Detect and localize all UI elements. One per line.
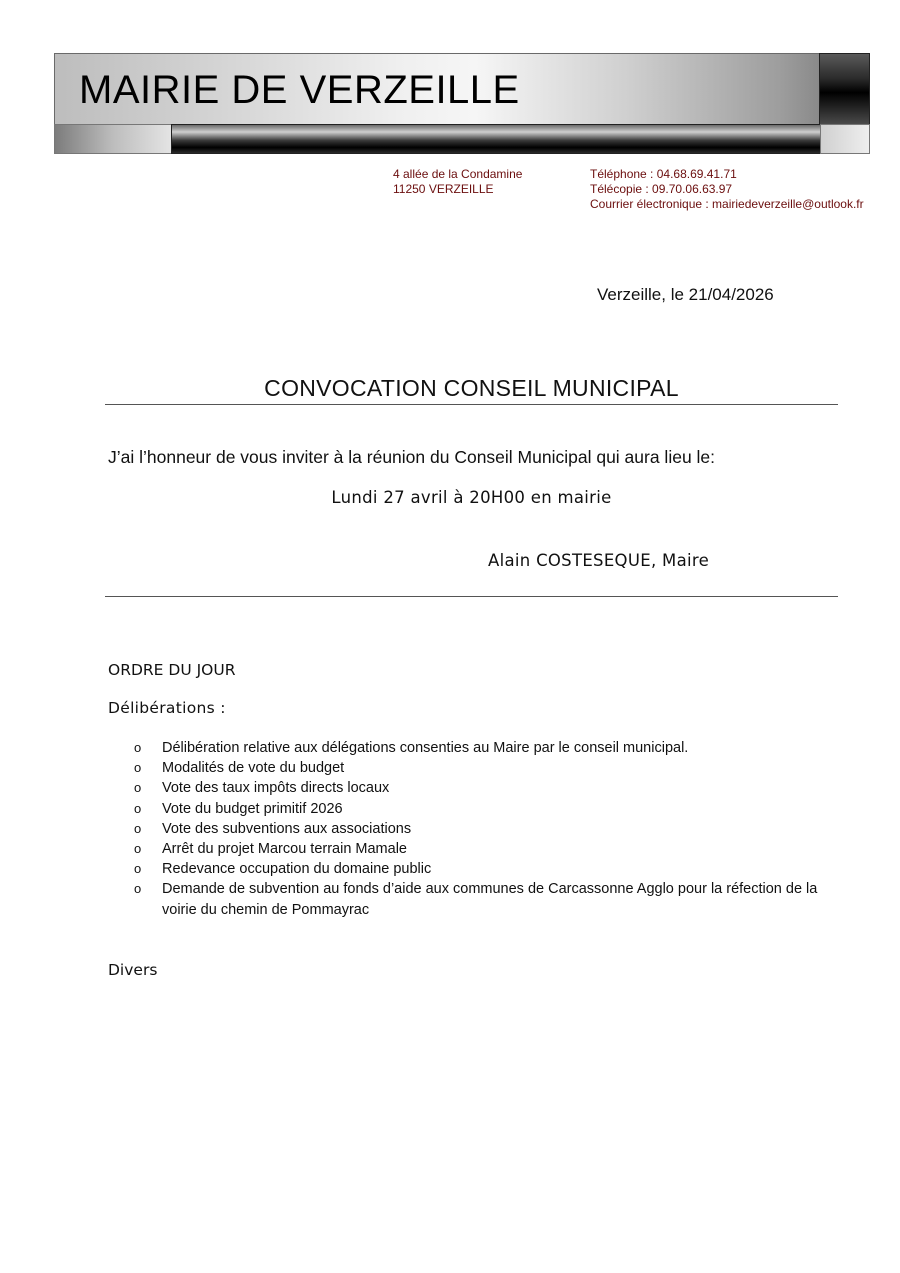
- bullet-icon: o: [134, 780, 142, 796]
- bullet-icon: o: [134, 820, 142, 836]
- agenda-item-text: Vote du budget primitif 2026: [162, 800, 343, 817]
- document-title: CONVOCATION CONSEIL MUNICIPAL: [264, 375, 679, 401]
- signature: Alain COSTESEQUE, Maire: [488, 551, 710, 570]
- agenda-list: [132, 738, 844, 920]
- banner-black-bar: [171, 124, 821, 154]
- meeting-datetime: Lundi 27 avril à 20H00 en mairie: [331, 488, 612, 507]
- bullet-icon: o: [134, 881, 142, 897]
- agenda-item-text: Arrêt du projet Marcou terrain Mamale: [162, 841, 407, 858]
- signature-divider: [105, 596, 838, 597]
- banner-gradient-block: [54, 124, 172, 154]
- bullet-icon: o: [134, 800, 142, 816]
- agenda-item-text: Vote des subventions aux associations: [162, 820, 412, 837]
- agenda-item-text: Modalités de vote du budget: [162, 760, 345, 777]
- agenda-item: [132, 859, 844, 879]
- agenda-item-text: Vote des taux impôts directs locaux: [162, 780, 390, 797]
- agenda-item: [132, 799, 844, 819]
- agenda-item-text: Demande de subvention au fonds d’aide aux communes de Carcassonne Agglo pour la réfection de la voirie du chemin de Pommayrac: [162, 881, 818, 918]
- bullet-icon: o: [134, 760, 142, 776]
- contact-block: [590, 167, 864, 212]
- header-banner: [54, 53, 870, 153]
- agenda-item: [132, 738, 844, 758]
- agenda-item: [132, 778, 844, 798]
- banner-title-panel: [54, 53, 820, 125]
- address-block: [393, 167, 522, 197]
- agenda-item: [132, 819, 844, 839]
- email-address: Courrier électronique : mairiedeverzeille@outlook.fr: [590, 197, 864, 211]
- invitation-text: J’ai l’honneur de vous inviter à la réunion du Conseil Municipal qui aura lieu le:: [108, 447, 716, 467]
- address-city: 11250 VERZEILLE: [393, 182, 494, 196]
- banner-light-block: [820, 124, 870, 154]
- page-title: MAIRIE DE VERZEILLE: [79, 68, 520, 112]
- bullet-icon: o: [134, 861, 142, 877]
- date-line: Verzeille, le 21/04/2026: [597, 285, 774, 304]
- phone-number: Téléphone : 04.68.69.41.71: [590, 167, 737, 181]
- deliberations-heading: Délibérations :: [108, 699, 226, 717]
- agenda-item: [132, 758, 844, 778]
- agenda-item-text: Redevance occupation du domaine public: [162, 861, 432, 878]
- divers-heading: Divers: [108, 961, 158, 979]
- agenda-item: [132, 839, 844, 859]
- agenda-item: [132, 879, 844, 919]
- agenda-heading: ORDRE DU JOUR: [108, 661, 236, 679]
- bullet-icon: o: [134, 841, 142, 857]
- bullet-icon: o: [134, 740, 142, 755]
- fax-number: Télécopie : 09.70.06.63.97: [590, 182, 733, 196]
- title-divider: [105, 404, 838, 405]
- address-street: 4 allée de la Condamine: [393, 167, 523, 181]
- banner-dark-square: [819, 53, 870, 125]
- agenda-item-text: Délibération relative aux délégations consenties au Maire par le conseil municipal.: [162, 740, 689, 756]
